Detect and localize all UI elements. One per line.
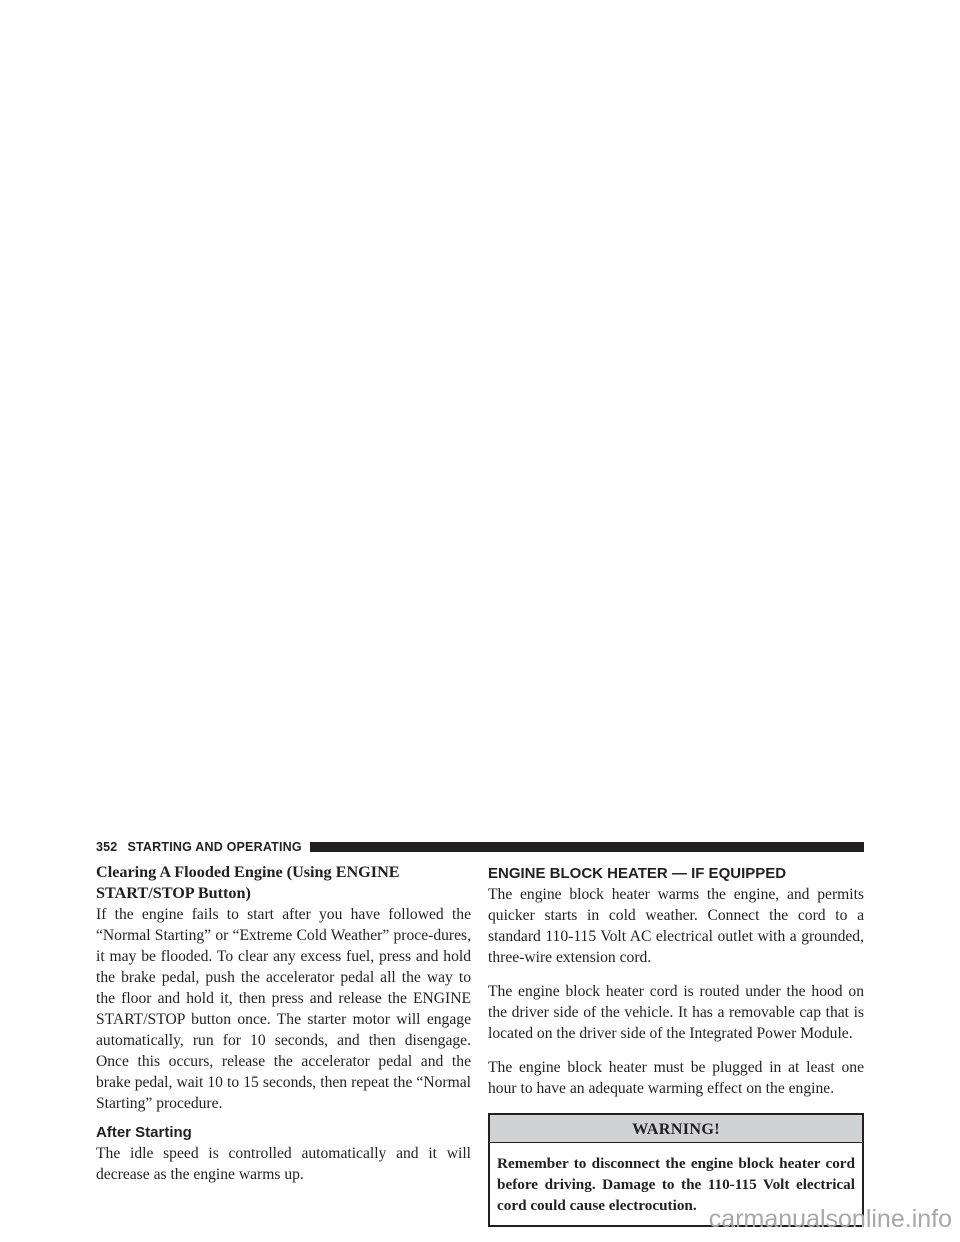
flooded-engine-paragraph: If the engine fails to start after you have followed the “Normal Starting” or “Extreme Cold Weather” proce-dures, it may be flooded. To clear any excess fuel, press and hold the brake pedal, push the accelerator pedal all the way to the floor and hold it, then press and release the ENGINE START/STOP button once. The starter motor will engage automatically, run for 10 seconds, and then disengage. Once this occurs, release the accelerator pedal and the brake pedal, wait 10 to 15 seconds, then repeat the “Normal Starting” procedure. xyxy=(96,906,471,1112)
section-title: STARTING AND OPERATING xyxy=(127,839,302,854)
page-header xyxy=(96,840,864,853)
watermark: carmanualsonline.info xyxy=(708,1205,952,1233)
flooded-engine-heading: Clearing A Flooded Engine (Using ENGINE START/STOP Button) xyxy=(96,863,400,902)
right-column xyxy=(488,862,864,1227)
page-number: 352 xyxy=(96,839,118,854)
block-heater-paragraph-2: The engine block heater cord is routed under the hood on the driver side of the vehicle. It has a removable cap that is located on the driver side of the Integrated Power Module. xyxy=(488,983,864,1042)
warning-title: WARNING! xyxy=(490,1115,862,1143)
after-starting-paragraph: The idle speed is controlled automatically and it will decrease as the engine warms up. xyxy=(96,1145,471,1183)
left-column xyxy=(96,862,471,1185)
warning-text: Remember to disconnect the engine block heater cord before driving. Damage to the 110-115 Volt electrical cord could cause electrocution. xyxy=(497,1155,855,1214)
header-rule xyxy=(310,842,864,852)
block-heater-heading: ENGINE BLOCK HEATER — IF EQUIPPED xyxy=(488,865,787,882)
block-heater-paragraph-1: The engine block heater warms the engine, and permits quicker starts in cold weather. Connect the cord to a standard 110-115 Volt AC electrical outlet with a grounded, three-wire extension cord. xyxy=(488,886,864,966)
after-starting-heading: After Starting xyxy=(96,1124,192,1141)
block-heater-paragraph-3: The engine block heater must be plugged in at least one hour to have an adequate warming effect on the engine. xyxy=(488,1059,864,1097)
